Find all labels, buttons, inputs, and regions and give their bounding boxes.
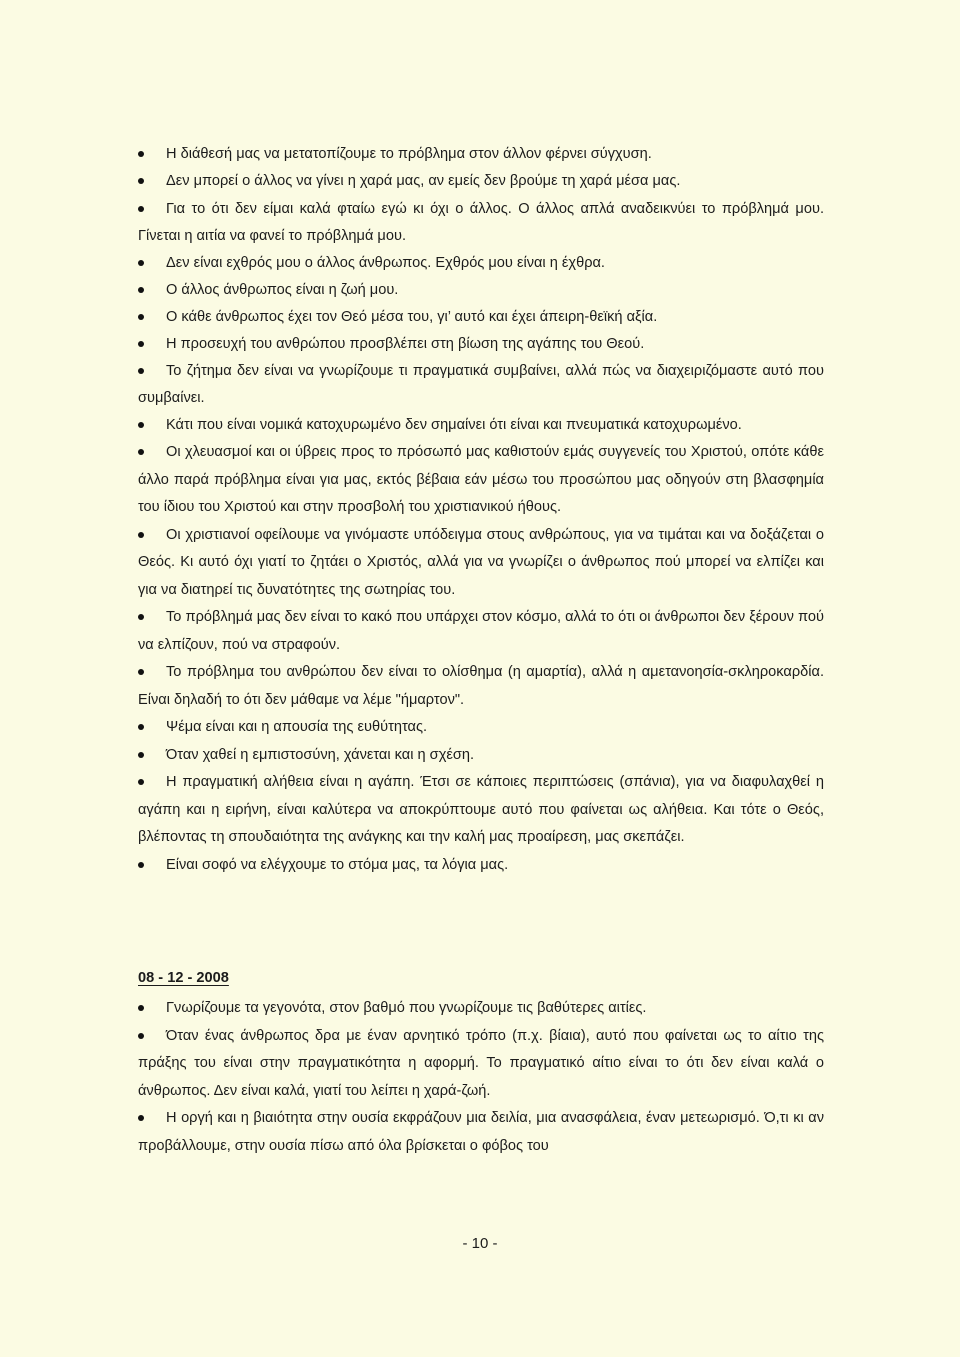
list-item: Οι χλευασμοί και οι ύβρεις προς το πρόσωπό μας καθιστούν εμάς συγγενείς του Χριστού, οπότε κάθε άλλο παρά πρόβλημα είναι για μας, εκτός βέβαια εάν μέσω του προσώπου μας οδηγούν στη βλασφημία του ίδιου του Χριστού και στην προσβολή του χριστιανικού ήθους. (138, 439, 824, 522)
list-item: Όταν χαθεί η εμπιστοσύνη, χάνεται και η σχέση. (138, 742, 824, 770)
list-item: Ο άλλος άνθρωπος είναι η ζωή μου. (138, 277, 824, 304)
list-item: Δεν είναι εχθρός μου ο άλλος άνθρωπος. Εχθρός μου είναι η έχθρα. (138, 250, 824, 277)
list-item: Γνωρίζουμε τα γεγονότα, στον βαθμό που γνωρίζουμε τις βαθύτερες αιτίες. (138, 995, 824, 1023)
list-item: Το ζήτημα δεν είναι να γνωρίζουμε τι πραγματικά συμβαίνει, αλλά πώς να διαχειριζόμαστε αυτό που συμβαίνει. (138, 358, 824, 412)
list-item: Για το ότι δεν είμαι καλά φταίω εγώ κι όχι ο άλλος. Ο άλλος απλά αναδεικνύει το πρόβλημά μου. Γίνεται η αιτία να φανεί το πρόβλημά μου. (138, 196, 824, 250)
list-item: Ψέμα είναι και η απουσία της ευθύτητας. (138, 714, 824, 742)
list-item: Είναι σοφό να ελέγχουμε το στόμα μας, τα λόγια μας. (138, 852, 824, 880)
list-item: Κάτι που είναι νομικά κατοχυρωμένο δεν σημαίνει ότι είναι και πνευματικά κατοχυρωμένο. (138, 412, 824, 439)
date-heading: 08 - 12 - 2008 (138, 970, 229, 986)
page-number: - 10 - (462, 1235, 498, 1252)
list-item: Ο κάθε άνθρωπος έχει τον Θεό μέσα του, γι’ αυτό και έχει άπειρη-θεϊκή αξία. (138, 304, 824, 331)
bullet-list-after-date (138, 995, 824, 1160)
bullet-list (138, 141, 824, 879)
list-item: Οι χριστιανοί οφείλουμε να γινόμαστε υπόδειγμα στους ανθρώπους, για να τιμάται και να δοξάζεται ο Θεός. Κι αυτό όχι γιατί το ζητάει ο Χριστός, αλλά για να γνωρίζει ο άνθρωπος πού μπορεί να ελπίζει και για να διατηρεί τις δυνατότητες της σωτηρίας του. (138, 522, 824, 605)
list-item: Το πρόβλημα του ανθρώπου δεν είναι το ολίσθημα (η αμαρτία), αλλά η αμετανοησία-σκληροκαρδία. Είναι δηλαδή το ότι δεν μάθαμε να λέμε "ήμαρτον". (138, 659, 824, 714)
list-item: Δεν μπορεί ο άλλος να γίνει η χαρά μας, αν εμείς δεν βρούμε τη χαρά μέσα μας. (138, 168, 824, 195)
list-item: Το πρόβλημά μας δεν είναι το κακό που υπάρχει στον κόσμο, αλλά το ότι οι άνθρωποι δεν ξέρουν πού να ελπίζουν, πού να στραφούν. (138, 604, 824, 659)
list-item: Η διάθεσή μας να μετατοπίζουμε το πρόβλημα στον άλλον φέρνει σύγχυση. (138, 141, 824, 168)
list-item: Η οργή και η βιαιότητα στην ουσία εκφράζουν μια δειλία, μια ανασφάλεια, έναν μετεωρισμό. Ό,τι κι αν προβάλλουμε, στην ουσία πίσω από όλα βρίσκεται ο φόβος του (138, 1105, 824, 1160)
list-item: Όταν ένας άνθρωπος δρα με έναν αρνητικό τρόπο (π.χ. βίαια), αυτό που φαίνεται ως το αίτιο της πράξης του είναι στην πραγματικότητα η αφορμή. Το πραγματικό αίτιο είναι το ότι δεν είναι καλά ο άνθρωπος. Δεν είναι καλά, γιατί του λείπει η χαρά-ζωή. (138, 1023, 824, 1106)
list-item: Η πραγματική αλήθεια είναι η αγάπη. Έτσι σε κάποιες περιπτώσεις (σπάνια), για να διαφυλαχθεί η αγάπη και η ειρήνη, είναι καλύτερα να αποκρύπτουμε αυτό που φαίνεται ως αλήθεια. Και τότε ο Θεός, βλέποντας τη σπουδαιότητα της ανάγκης και την καλή μας προαίρεση, μας σκεπάζει. (138, 769, 824, 852)
list-item: Η προσευχή του ανθρώπου προσβλέπει στη βίωση της αγάπης του Θεού. (138, 331, 824, 358)
